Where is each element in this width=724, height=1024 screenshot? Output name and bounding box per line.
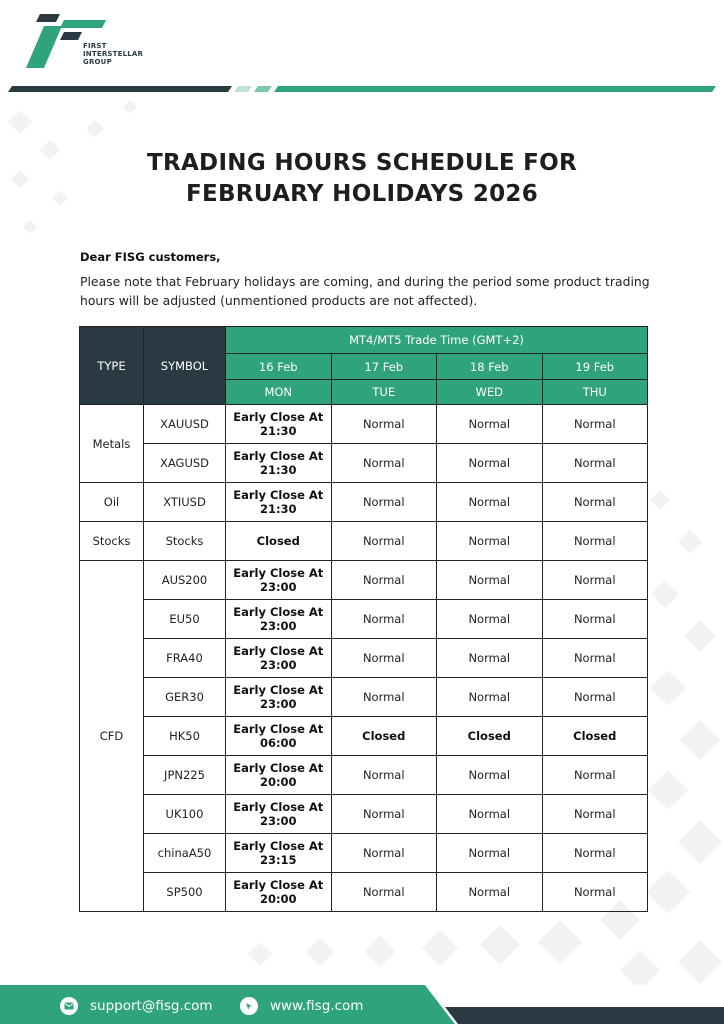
schedule-cell: Closed bbox=[542, 717, 648, 756]
schedule-cell: Normal bbox=[542, 444, 648, 483]
schedule-cell: Closed bbox=[437, 717, 543, 756]
schedule-cell: Normal bbox=[331, 444, 437, 483]
schedule-cell: Normal bbox=[542, 522, 648, 561]
schedule-cell: Early Close At 23:00 bbox=[226, 795, 332, 834]
weekday-header: TUE bbox=[331, 380, 437, 405]
page-title-line-2: FEBRUARY HOLIDAYS 2026 bbox=[185, 181, 539, 207]
schedule-cell: Normal bbox=[331, 795, 437, 834]
table-row bbox=[80, 405, 648, 444]
schedule-cell: Normal bbox=[331, 678, 437, 717]
schedule-cell: Normal bbox=[542, 756, 648, 795]
intro-paragraph: Please note that February holidays are coming, and during the period some product trading hours will be adjusted (unmentioned products are not affected). bbox=[80, 274, 650, 308]
weekday-header: WED bbox=[437, 380, 543, 405]
schedule-cell: Normal bbox=[331, 834, 437, 873]
footer-email[interactable] bbox=[60, 996, 213, 1016]
symbol-cell: GER30 bbox=[144, 678, 226, 717]
email-icon bbox=[60, 997, 78, 1015]
schedule-cell: Normal bbox=[437, 873, 543, 912]
schedule-cell: Normal bbox=[542, 405, 648, 444]
type-header: TYPE bbox=[80, 327, 144, 405]
symbol-cell: XAGUSD bbox=[144, 444, 226, 483]
schedule-cell: Normal bbox=[437, 834, 543, 873]
brand-name-line-2: INTERSTELLAR bbox=[83, 50, 144, 58]
symbol-header: SYMBOL bbox=[144, 327, 226, 405]
schedule-cell: Normal bbox=[542, 834, 648, 873]
schedule-cell: Normal bbox=[331, 873, 437, 912]
table-row bbox=[80, 522, 648, 561]
table-row bbox=[80, 873, 648, 912]
date-header: 18 Feb bbox=[437, 354, 543, 380]
schedule-cell: Normal bbox=[331, 756, 437, 795]
schedule-cell: Early Close At 20:00 bbox=[226, 873, 332, 912]
schedule-cell: Normal bbox=[331, 405, 437, 444]
table-row bbox=[80, 600, 648, 639]
trade-time-header: MT4/MT5 Trade Time (GMT+2) bbox=[226, 327, 648, 354]
schedule-cell: Early Close At 06:00 bbox=[226, 717, 332, 756]
type-cell: Oil bbox=[80, 483, 144, 522]
schedule-cell: Normal bbox=[437, 561, 543, 600]
schedule-cell: Normal bbox=[542, 483, 648, 522]
schedule-cell: Normal bbox=[542, 795, 648, 834]
symbol-cell: JPN225 bbox=[144, 756, 226, 795]
schedule-cell: Normal bbox=[437, 483, 543, 522]
trading-hours-table bbox=[79, 326, 648, 912]
table-row bbox=[80, 678, 648, 717]
table-row bbox=[80, 795, 648, 834]
schedule-cell: Normal bbox=[542, 678, 648, 717]
symbol-cell: chinaA50 bbox=[144, 834, 226, 873]
symbol-cell: FRA40 bbox=[144, 639, 226, 678]
schedule-cell: Early Close At 21:30 bbox=[226, 483, 332, 522]
schedule-cell: Early Close At 23:00 bbox=[226, 639, 332, 678]
schedule-cell: Normal bbox=[331, 561, 437, 600]
schedule-cell: Normal bbox=[437, 639, 543, 678]
table-row bbox=[80, 639, 648, 678]
schedule-cell: Normal bbox=[331, 639, 437, 678]
schedule-cell: Normal bbox=[542, 639, 648, 678]
schedule-cell: Early Close At 23:00 bbox=[226, 678, 332, 717]
schedule-cell: Normal bbox=[542, 561, 648, 600]
schedule-cell: Normal bbox=[437, 405, 543, 444]
header-divider bbox=[0, 85, 724, 93]
schedule-cell: Normal bbox=[542, 600, 648, 639]
greeting: Dear FISG customers, bbox=[80, 250, 221, 264]
table-row bbox=[80, 444, 648, 483]
symbol-cell: XAUUSD bbox=[144, 405, 226, 444]
symbol-cell: Stocks bbox=[144, 522, 226, 561]
schedule-cell: Early Close At 21:30 bbox=[226, 444, 332, 483]
schedule-cell: Normal bbox=[437, 444, 543, 483]
schedule-cell: Early Close At 21:30 bbox=[226, 405, 332, 444]
schedule-cell: Early Close At 23:00 bbox=[226, 600, 332, 639]
table-row bbox=[80, 717, 648, 756]
page-title bbox=[0, 148, 724, 210]
symbol-cell: UK100 bbox=[144, 795, 226, 834]
type-cell: Stocks bbox=[80, 522, 144, 561]
schedule-cell: Early Close At 23:00 bbox=[226, 561, 332, 600]
schedule-cell: Normal bbox=[331, 522, 437, 561]
schedule-cell: Normal bbox=[331, 600, 437, 639]
table-row bbox=[80, 483, 648, 522]
type-cell: Metals bbox=[80, 405, 144, 483]
table-row bbox=[80, 756, 648, 795]
symbol-cell: EU50 bbox=[144, 600, 226, 639]
cursor-icon bbox=[240, 997, 258, 1015]
brand-name-line-3: GROUP bbox=[83, 58, 112, 66]
date-header: 16 Feb bbox=[226, 354, 332, 380]
type-cell: CFD bbox=[80, 561, 144, 912]
schedule-cell: Normal bbox=[437, 795, 543, 834]
schedule-cell: Normal bbox=[437, 600, 543, 639]
schedule-cell: Early Close At 23:15 bbox=[226, 834, 332, 873]
schedule-cell: Normal bbox=[437, 522, 543, 561]
schedule-cell: Normal bbox=[331, 483, 437, 522]
symbol-cell: SP500 bbox=[144, 873, 226, 912]
footer-website-text[interactable]: www.fisg.com bbox=[270, 998, 364, 1014]
footer-website[interactable] bbox=[240, 996, 363, 1016]
date-header: 19 Feb bbox=[542, 354, 648, 380]
symbol-cell: AUS200 bbox=[144, 561, 226, 600]
symbol-cell: HK50 bbox=[144, 717, 226, 756]
brand-name-line-1: FIRST bbox=[83, 42, 107, 50]
schedule-cell: Closed bbox=[226, 522, 332, 561]
weekday-header: MON bbox=[226, 380, 332, 405]
symbol-cell: XTIUSD bbox=[144, 483, 226, 522]
schedule-cell: Normal bbox=[437, 756, 543, 795]
table-row bbox=[80, 561, 648, 600]
weekday-header: THU bbox=[542, 380, 648, 405]
page-title-line-1: TRADING HOURS SCHEDULE FOR bbox=[146, 150, 578, 176]
footer-email-text[interactable]: support@fisg.com bbox=[90, 998, 213, 1014]
table-body bbox=[80, 405, 648, 912]
table-row bbox=[80, 834, 648, 873]
brand-name bbox=[83, 42, 143, 66]
schedule-cell: Normal bbox=[542, 873, 648, 912]
date-header: 17 Feb bbox=[331, 354, 437, 380]
schedule-cell: Closed bbox=[331, 717, 437, 756]
schedule-cell: Early Close At 20:00 bbox=[226, 756, 332, 795]
schedule-cell: Normal bbox=[437, 678, 543, 717]
